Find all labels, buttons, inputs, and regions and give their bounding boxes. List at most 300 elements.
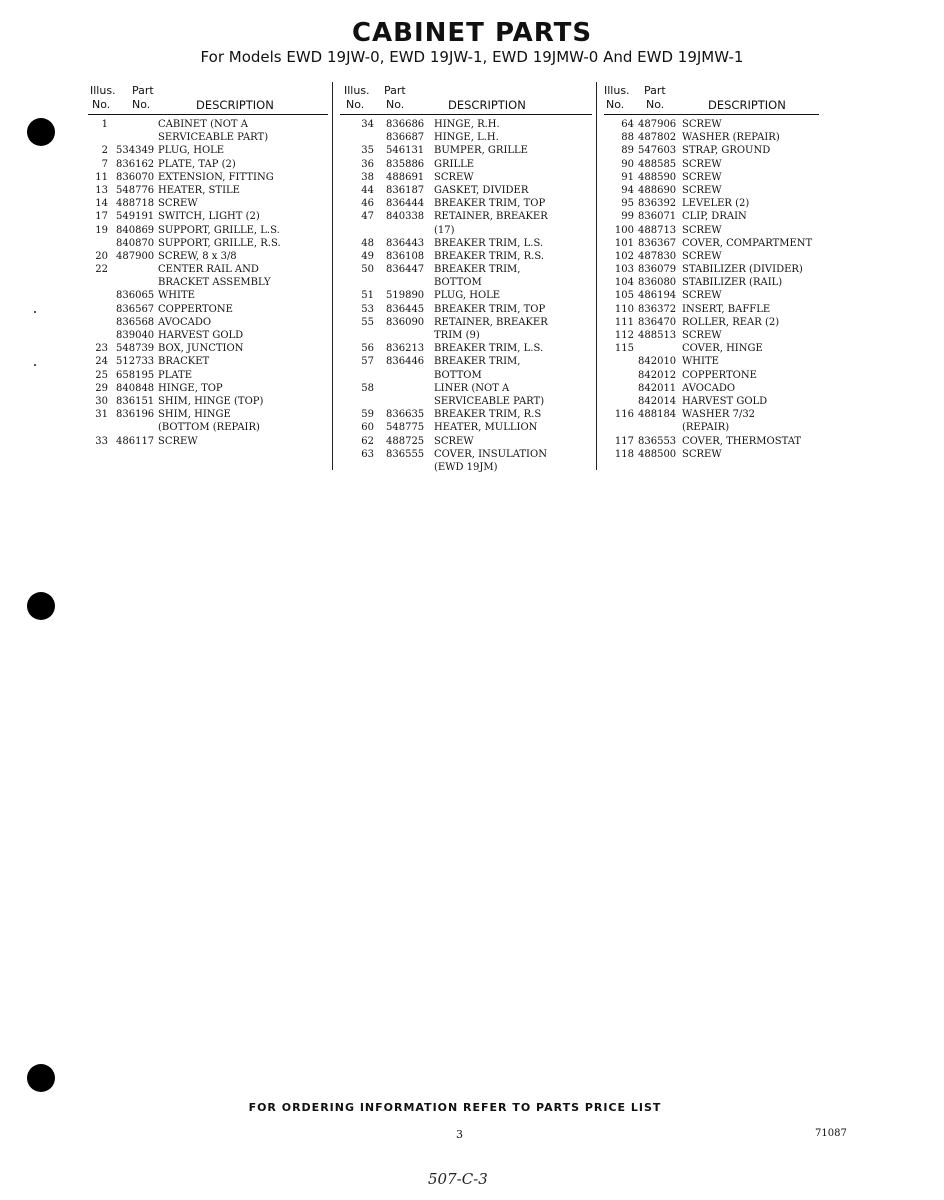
part-description: BREAKER TRIM, L.S. (434, 237, 544, 249)
part-description: BREAKER TRIM, (434, 264, 521, 276)
parts-row (604, 197, 819, 210)
parts-row (88, 250, 328, 263)
parts-row (604, 250, 819, 263)
illus-number (604, 395, 634, 408)
illus-number: 100 (614, 224, 634, 236)
part-description: HARVEST GOLD (682, 395, 768, 407)
illus-number: 53 (361, 303, 374, 315)
part-number: 836090 (386, 316, 425, 328)
part-number: 842014 (638, 395, 677, 407)
parts-row (604, 342, 819, 355)
parts-column-1 (88, 82, 328, 448)
illus-number (88, 316, 108, 329)
illus-no-header: No. (606, 98, 625, 111)
illus-number (340, 461, 374, 474)
part-description: SCREW (434, 435, 474, 447)
part-number: 836162 (116, 158, 155, 170)
part-description: CENTER RAIL AND (158, 264, 259, 276)
part-number (116, 263, 158, 276)
illus-number (340, 395, 374, 408)
description-header: DESCRIPTION (196, 98, 274, 112)
part-number: 839040 (116, 330, 155, 341)
part-description: SERVICEABLE PART) (158, 132, 269, 144)
parts-row (88, 289, 328, 302)
illus-number: 46 (361, 198, 374, 210)
illus-number (88, 237, 108, 250)
parts-row (88, 276, 328, 289)
part-number: 488500 (638, 448, 677, 460)
illus-number: 101 (614, 237, 634, 249)
parts-row (88, 408, 328, 421)
part-no-header: No. (132, 98, 151, 111)
parts-row (340, 395, 592, 408)
binder-hole (27, 592, 55, 620)
part-description: CABINET (NOT A (158, 119, 248, 130)
column-divider (332, 82, 333, 470)
illus-number: 99 (621, 211, 634, 223)
illus-number (340, 276, 374, 289)
column-header (340, 82, 592, 114)
part-description: BREAKER TRIM, R.S. (434, 250, 545, 262)
parts-row (604, 448, 819, 461)
part-description: COPPERTONE (682, 369, 757, 381)
parts-row (88, 171, 328, 184)
illus-number: 29 (95, 382, 108, 394)
part-description: SHIM, HINGE (TOP) (158, 395, 264, 407)
illus-number: 22 (95, 264, 108, 276)
part-number: 836446 (386, 356, 425, 368)
part-number: 548739 (116, 343, 155, 355)
part-number: 836635 (386, 409, 425, 421)
parts-row (88, 369, 328, 382)
part-description: COVER, HINGE (682, 343, 763, 355)
parts-row (340, 197, 592, 210)
part-description: COPPERTONE (158, 303, 233, 315)
parts-column-3 (604, 82, 819, 461)
part-header: Part (132, 84, 154, 97)
part-description: WASHER 7/32 (682, 409, 756, 421)
part-number: 836151 (116, 395, 155, 407)
illus-number: 48 (361, 237, 374, 249)
binder-hole (27, 118, 55, 146)
part-number: 836196 (116, 409, 155, 421)
ordering-footer: FOR ORDERING INFORMATION REFER TO PARTS PRICE LIST (248, 1101, 662, 1114)
description-header: DESCRIPTION (448, 98, 526, 112)
part-description: SCREW (158, 198, 198, 210)
parts-row (604, 435, 819, 448)
part-description: SCREW (682, 119, 722, 130)
part-number: 488718 (116, 198, 155, 210)
illus-number: 55 (361, 316, 374, 328)
illus-number (604, 382, 634, 395)
parts-row (88, 316, 328, 329)
column-header (604, 82, 819, 114)
illus-number: 17 (95, 211, 108, 223)
part-description: HINGE, R.H. (434, 119, 500, 130)
part-description: AVOCADO (682, 382, 736, 394)
illus-number: 34 (361, 119, 374, 130)
part-description: EXTENSION, FITTING (158, 171, 274, 183)
part-description: SCREW (682, 250, 722, 262)
parts-row (88, 421, 328, 434)
part-description: SCREW (158, 435, 198, 447)
part-description: RETAINER, BREAKER (434, 211, 548, 223)
part-number: 842011 (638, 382, 677, 394)
part-number: 836213 (386, 343, 425, 355)
part-number: 836392 (638, 198, 677, 210)
part-description: SCREW (682, 158, 722, 170)
parts-row (88, 329, 328, 342)
part-number: 512733 (116, 356, 155, 368)
page-subtitle: For Models EWD 19JW-0, EWD 19JW-1, EWD 19JMW-0 And EWD 19JMW-1 (200, 48, 744, 66)
part-number: 486117 (116, 435, 155, 447)
parts-row (88, 382, 328, 395)
part-description: CLIP, DRAIN (682, 211, 747, 223)
parts-row (340, 224, 592, 237)
part-description: STRAP, GROUND (682, 145, 771, 157)
illus-number: 112 (614, 330, 634, 341)
parts-row (604, 316, 819, 329)
part-description: BRACKET (158, 356, 210, 368)
parts-row (604, 382, 819, 395)
parts-row (88, 263, 328, 276)
parts-row (604, 303, 819, 316)
part-description: COVER, INSULATION (434, 448, 547, 460)
parts-row (88, 197, 328, 210)
illus-number: 59 (361, 409, 374, 421)
part-description: BREAKER TRIM, (434, 356, 521, 368)
part-number: 836444 (386, 198, 425, 210)
part-description: (REPAIR) (682, 422, 730, 434)
illus-number: 56 (361, 343, 374, 355)
part-number: 488585 (638, 158, 677, 170)
page-number: 3 (456, 1128, 463, 1141)
parts-list (340, 118, 592, 474)
illus-number: 14 (95, 198, 108, 210)
parts-row (604, 408, 819, 421)
part-number: 836445 (386, 303, 425, 315)
binder-hole (27, 1064, 55, 1092)
header-rule (88, 114, 328, 115)
illus-number: 95 (621, 198, 634, 210)
illus-number (88, 276, 108, 289)
illus-number: 2 (101, 145, 108, 157)
part-description: SCREW (682, 448, 722, 460)
illus-number (604, 355, 634, 368)
illus-no-header: No. (346, 98, 365, 111)
speck (34, 364, 36, 366)
parts-row (340, 158, 592, 171)
parts-column-2 (340, 82, 592, 474)
illus-number: 103 (614, 264, 634, 276)
part-description: COVER, COMPARTMENT (682, 237, 813, 249)
parts-row (340, 250, 592, 263)
parts-row (88, 395, 328, 408)
part-no-header: No. (386, 98, 405, 111)
illus-number: 60 (361, 422, 374, 434)
part-description: SCREW (682, 330, 722, 341)
parts-row (604, 171, 819, 184)
illus-number: 63 (361, 448, 374, 460)
parts-row (604, 369, 819, 382)
illus-number: 19 (95, 224, 108, 236)
part-header: Part (384, 84, 406, 97)
illus-number: 44 (361, 184, 374, 196)
parts-row (88, 224, 328, 237)
part-description: AVOCADO (158, 316, 212, 328)
part-description: STABILIZER (DIVIDER) (682, 264, 803, 276)
part-number: 488691 (386, 171, 425, 183)
part-description: COVER, THERMOSTAT (682, 435, 802, 447)
illus-number: 51 (361, 290, 374, 302)
illus-number: 20 (95, 250, 108, 262)
parts-row (340, 355, 592, 368)
part-number: 546131 (386, 145, 425, 157)
parts-list (88, 118, 328, 448)
illus-number: 1 (101, 119, 108, 130)
part-number: 836567 (116, 303, 155, 315)
part-number: 836372 (638, 303, 677, 315)
illus-number: 58 (361, 382, 374, 394)
illus-number (604, 369, 634, 382)
part-header: Part (644, 84, 666, 97)
part-number (638, 421, 682, 434)
part-number (386, 395, 434, 408)
part-number: 836070 (116, 171, 155, 183)
illus-number (340, 369, 374, 382)
illus-number: 88 (621, 132, 634, 144)
part-description: BOTTOM (434, 369, 482, 381)
illus-number (88, 421, 108, 434)
part-description: LINER (NOT A (434, 382, 510, 394)
part-number: 487906 (638, 119, 677, 130)
speck (34, 311, 36, 313)
part-description: BREAKER TRIM, TOP (434, 198, 546, 210)
part-number: 836187 (386, 184, 425, 196)
part-description: (EWD 19JM) (434, 461, 498, 473)
part-description: BRACKET ASSEMBLY (158, 277, 271, 289)
illus-number: 47 (361, 211, 374, 223)
part-number: 836443 (386, 237, 425, 249)
part-number: 534349 (116, 145, 155, 157)
part-description: HINGE, TOP (158, 382, 223, 394)
illus-number: 57 (361, 356, 374, 368)
part-description: BREAKER TRIM, TOP (434, 303, 546, 315)
part-description: SHIM, HINGE (158, 409, 231, 421)
part-description: BOTTOM (434, 277, 482, 289)
illus-number: 23 (95, 343, 108, 355)
illus-number (88, 289, 108, 302)
part-number: 840870 (116, 237, 155, 249)
part-number: 487802 (638, 132, 677, 144)
parts-row (604, 395, 819, 408)
part-number: 488184 (638, 409, 677, 421)
part-number: 836555 (386, 448, 425, 460)
part-number: 658195 (116, 369, 155, 381)
illus-number: 64 (621, 119, 634, 130)
parts-row (604, 118, 819, 131)
illus-number: 50 (361, 264, 374, 276)
illus-number: 35 (361, 145, 374, 157)
parts-row (340, 316, 592, 329)
part-number: 842010 (638, 356, 677, 368)
part-number: 840869 (116, 224, 155, 236)
part-number: 835886 (386, 158, 425, 170)
part-number (386, 276, 434, 289)
illus-number (340, 131, 374, 144)
part-description: BREAKER TRIM, R.S (434, 409, 542, 421)
parts-row (340, 210, 592, 223)
illus-number: 11 (95, 171, 108, 183)
column-header (88, 82, 328, 114)
part-description: ROLLER, REAR (2) (682, 316, 780, 328)
part-number: 548775 (386, 422, 425, 434)
illus-number: 38 (361, 171, 374, 183)
part-number: 488590 (638, 171, 677, 183)
part-number: 488713 (638, 224, 677, 236)
illus-number (88, 131, 108, 144)
part-description: SUPPORT, GRILLE, R.S. (158, 237, 281, 249)
part-description: LEVELER (2) (682, 198, 750, 210)
parts-list (604, 118, 819, 461)
part-description: SCREW (682, 290, 722, 302)
part-description: SCREW, 8 x 3/8 (158, 250, 237, 262)
illus-number (340, 329, 374, 342)
illus-no-header: No. (92, 98, 111, 111)
page-title: CABINET PARTS (351, 18, 593, 48)
parts-row (340, 276, 592, 289)
parts-row (88, 158, 328, 171)
illus-number: 102 (614, 250, 634, 262)
parts-row (340, 144, 592, 157)
parts-row (604, 276, 819, 289)
illus-number: 117 (614, 435, 634, 447)
part-number: 836065 (116, 290, 155, 302)
illus-number: 90 (621, 158, 634, 170)
description-header: DESCRIPTION (708, 98, 786, 112)
part-description: HEATER, STILE (158, 184, 240, 196)
illus-number: 115 (614, 343, 634, 355)
parts-row (604, 158, 819, 171)
part-number: 836079 (638, 264, 677, 276)
header-rule (340, 114, 592, 115)
part-number (386, 224, 434, 237)
part-description: HEATER, MULLION (434, 422, 538, 434)
part-description: PLUG, HOLE (158, 145, 225, 157)
illus-number (88, 303, 108, 316)
parts-row (88, 237, 328, 250)
part-description: BUMPER, GRILLE (434, 145, 528, 157)
illus-number: 111 (614, 316, 634, 328)
part-description: SCREW (682, 184, 722, 196)
part-description: WHITE (158, 290, 195, 302)
illus-number: 118 (614, 448, 634, 460)
parts-row (340, 118, 592, 131)
illus-number: 13 (95, 184, 108, 196)
parts-row (88, 435, 328, 448)
parts-row (604, 184, 819, 197)
parts-row (604, 144, 819, 157)
parts-row (340, 171, 592, 184)
part-description: SCREW (682, 224, 722, 236)
part-number: 842012 (638, 369, 677, 381)
part-number: 836367 (638, 237, 677, 249)
illus-number: 49 (361, 250, 374, 262)
illus-header: Illus. (90, 84, 116, 97)
parts-row (340, 303, 592, 316)
parts-row (340, 369, 592, 382)
parts-row (340, 329, 592, 342)
parts-row (340, 263, 592, 276)
illus-number: 116 (614, 409, 634, 421)
part-number (116, 421, 158, 434)
illus-number: 94 (621, 184, 634, 196)
part-description: GRILLE (434, 158, 475, 170)
part-description: (BOTTOM (REPAIR) (158, 422, 260, 434)
illus-number: 24 (95, 356, 108, 368)
part-description: HARVEST GOLD (158, 330, 244, 341)
part-number: 548776 (116, 184, 155, 196)
parts-row (604, 131, 819, 144)
parts-row (88, 118, 328, 131)
column-divider (596, 82, 597, 470)
part-description: (17) (434, 224, 455, 236)
part-description: INSERT, BAFFLE (682, 303, 771, 315)
part-description: RETAINER, BREAKER (434, 316, 548, 328)
part-number: 836108 (386, 250, 425, 262)
parts-row (340, 408, 592, 421)
illus-number: 110 (614, 303, 634, 315)
part-number: 840338 (386, 211, 425, 223)
parts-row (340, 289, 592, 302)
part-description: WHITE (682, 356, 719, 368)
part-number: 836553 (638, 435, 677, 447)
parts-row (88, 144, 328, 157)
parts-row (604, 210, 819, 223)
illus-number: 30 (95, 395, 108, 407)
parts-row (604, 263, 819, 276)
parts-row (88, 131, 328, 144)
handwritten-note: 507-C-3 (428, 1170, 488, 1188)
part-number: 487900 (116, 250, 155, 262)
part-number (116, 276, 158, 289)
part-number (116, 118, 158, 131)
parts-row (340, 184, 592, 197)
part-description: GASKET, DIVIDER (434, 184, 529, 196)
part-description: PLATE (158, 369, 193, 381)
illus-number: 33 (95, 435, 108, 447)
part-number (386, 382, 434, 395)
part-description: HINGE, L.H. (434, 132, 499, 144)
part-description: PLUG, HOLE (434, 290, 501, 302)
part-number: 836447 (386, 264, 425, 276)
part-number: 549191 (116, 211, 155, 223)
parts-row (340, 342, 592, 355)
part-description: TRIM (9) (434, 330, 480, 341)
part-number: 836470 (638, 316, 677, 328)
parts-row (340, 448, 592, 461)
part-number (386, 329, 434, 342)
parts-row (88, 210, 328, 223)
part-description: SWITCH, LIGHT (2) (158, 211, 260, 223)
illus-number: 31 (95, 409, 108, 421)
parts-row (604, 224, 819, 237)
illus-number: 91 (621, 171, 634, 183)
part-description: BREAKER TRIM, L.S. (434, 343, 544, 355)
part-number: 488513 (638, 330, 677, 341)
parts-row (340, 421, 592, 434)
illus-number: 89 (621, 145, 634, 157)
